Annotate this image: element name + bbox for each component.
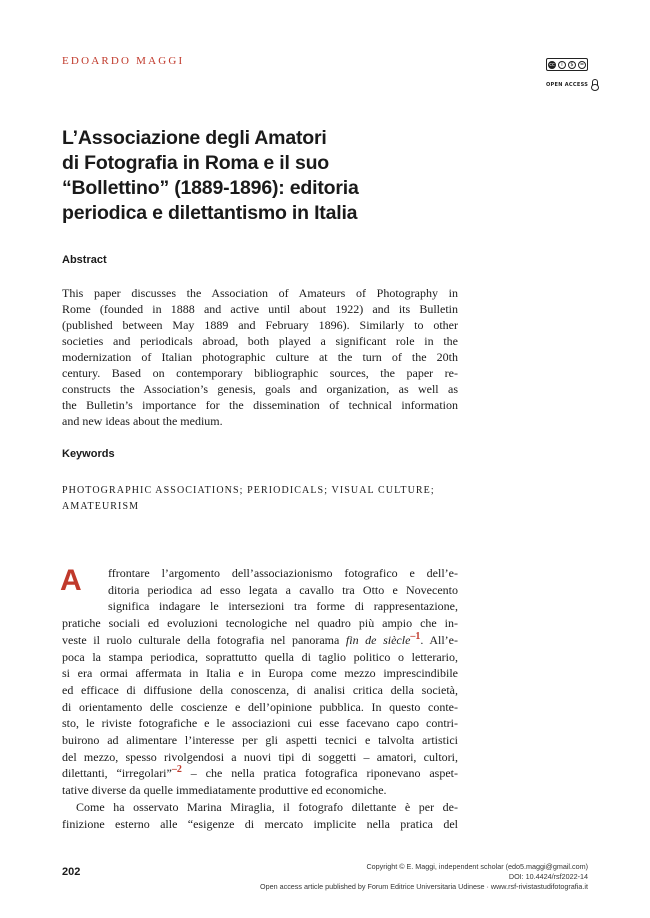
open-access-badge <box>546 79 596 91</box>
body-line: finizione esterno alle “esigenze di mercato implicite nella pratica del <box>62 816 458 831</box>
title-line: periodica e dilettantismo in Italia <box>62 202 358 224</box>
body-line <box>62 632 458 649</box>
abstract-line: societies and periodicals abroad, both played a significant role in the <box>62 334 458 348</box>
keywords-line: PHOTOGRAPHIC ASSOCIATIONS; PERIODICALS; VISUAL CULTURE; <box>62 485 435 496</box>
abstract-line: the Bulletin’s importance for the dissemination of technical information <box>62 398 458 412</box>
title-line: di Fotografia in Roma e il suo <box>62 152 330 174</box>
body-line-text: – che nella pratica fotografica riponevano aspet- <box>181 766 459 781</box>
body-line: ditoria periodica ad esso legata a cavallo tra Otto e Novecento <box>108 582 458 597</box>
abstract-line: century. Based on contemporary bibliographic sources, the paper re- <box>62 366 458 380</box>
body-line: significa indagare le intersezioni tra forme di rappresentazione, <box>108 599 458 614</box>
body-text <box>62 565 458 832</box>
abstract-line: modernization of Italian photographic culture at the turn of the 20th <box>62 350 458 364</box>
page-footer <box>260 862 588 892</box>
body-line: sto, le riviste fotografiche e le associazioni cui esse facevano capo contri- <box>62 716 458 731</box>
footnote-ref-2[interactable]: –2 <box>171 764 182 776</box>
nc-icon: $ <box>568 61 576 69</box>
keywords-list <box>62 483 462 515</box>
open-lock-icon <box>591 79 596 91</box>
cc-icon: cc <box>549 61 555 68</box>
body-line <box>62 765 458 782</box>
keywords-heading: Keywords <box>62 448 115 460</box>
abstract-text <box>62 285 458 429</box>
author-name: EDOARDO MAGGI <box>62 55 185 67</box>
keywords-line: AMATEURISM <box>62 501 140 512</box>
body-line: buirono ad alimentare l’interesse per gli aspetti tecnici e talvolta artistici <box>62 733 458 748</box>
body-line: ffrontare l’argomento dell’associazionismo fotografico e dell’e- <box>108 566 458 580</box>
body-line-text: . All’e- <box>420 632 458 647</box>
body-line: del mezzo, spesso rivolgendosi a nuovi tipi di soggetti – amatori, cultori, <box>62 749 458 764</box>
by-icon: i <box>558 61 566 69</box>
doi-line: DOI: 10.4424/rsf2022-14 <box>508 872 588 881</box>
abstract-line: This paper discusses the Association of Amateurs of Photography in <box>62 286 458 300</box>
body-line: si era ormai affermata in Italia e in Europa come mezzo imprescindibile <box>62 666 458 681</box>
body-line-text: dilettanti, “irregolari” <box>62 766 172 781</box>
page-number: 202 <box>62 866 81 878</box>
abstract-line: Rome (founded in 1888 and active until about 1922) and its Bulletin <box>62 302 458 316</box>
abstract-line: and new ideas about the medium. <box>62 414 223 428</box>
footnote-ref-1[interactable]: –1 <box>410 630 421 642</box>
copyright-line: Copyright © E. Maggi, independent scholar (edo5.maggi@gmail.com) <box>366 862 588 871</box>
body-line: poca la stampa periodica, soprattutto quella di taglio politico o letterario, <box>62 649 458 664</box>
open-access-label: OPEN ACCESS <box>546 82 589 88</box>
abstract-line: constructs the Association’s genesis, goals and organization, as well as <box>62 382 458 396</box>
body-line: Come ha osservato Marina Miraglia, il fotografo dilettante è per de- <box>76 799 458 814</box>
body-line: tative diverse da quelle immediatamente produttive ed economiche. <box>62 783 387 798</box>
cc-by-nc-nd-icon <box>546 58 588 71</box>
article-title <box>62 126 482 226</box>
title-line: “Bollettino” (1889-1896): editoria <box>62 177 359 199</box>
body-line: pratiche sociali ed evoluzioni tecnologiche nel quadro più ampio che in- <box>62 616 458 631</box>
abstract-heading: Abstract <box>62 254 107 266</box>
body-line: ed efficace di diffusione della conoscenza, di analisi critica della società, <box>62 682 458 697</box>
drop-cap: A <box>60 564 82 597</box>
title-line: L’Associazione degli Amatori <box>62 127 327 149</box>
nd-icon: = <box>579 61 585 68</box>
publisher-line: Open access article published by Forum Editrice Universitaria Udinese · www.rsf-rivistastudifotografia.it <box>260 882 588 891</box>
body-line-text: veste il ruolo culturale della fotografia nel panorama <box>62 632 346 647</box>
abstract-line: (published between May 1889 and February 1896). Similarly to other <box>62 318 458 332</box>
body-line: di orientamento delle coscienze e dell’opinione pubblica. In questo conte- <box>62 699 458 714</box>
italic-phrase: fin de siècle <box>345 632 411 647</box>
license-badges <box>546 58 596 91</box>
